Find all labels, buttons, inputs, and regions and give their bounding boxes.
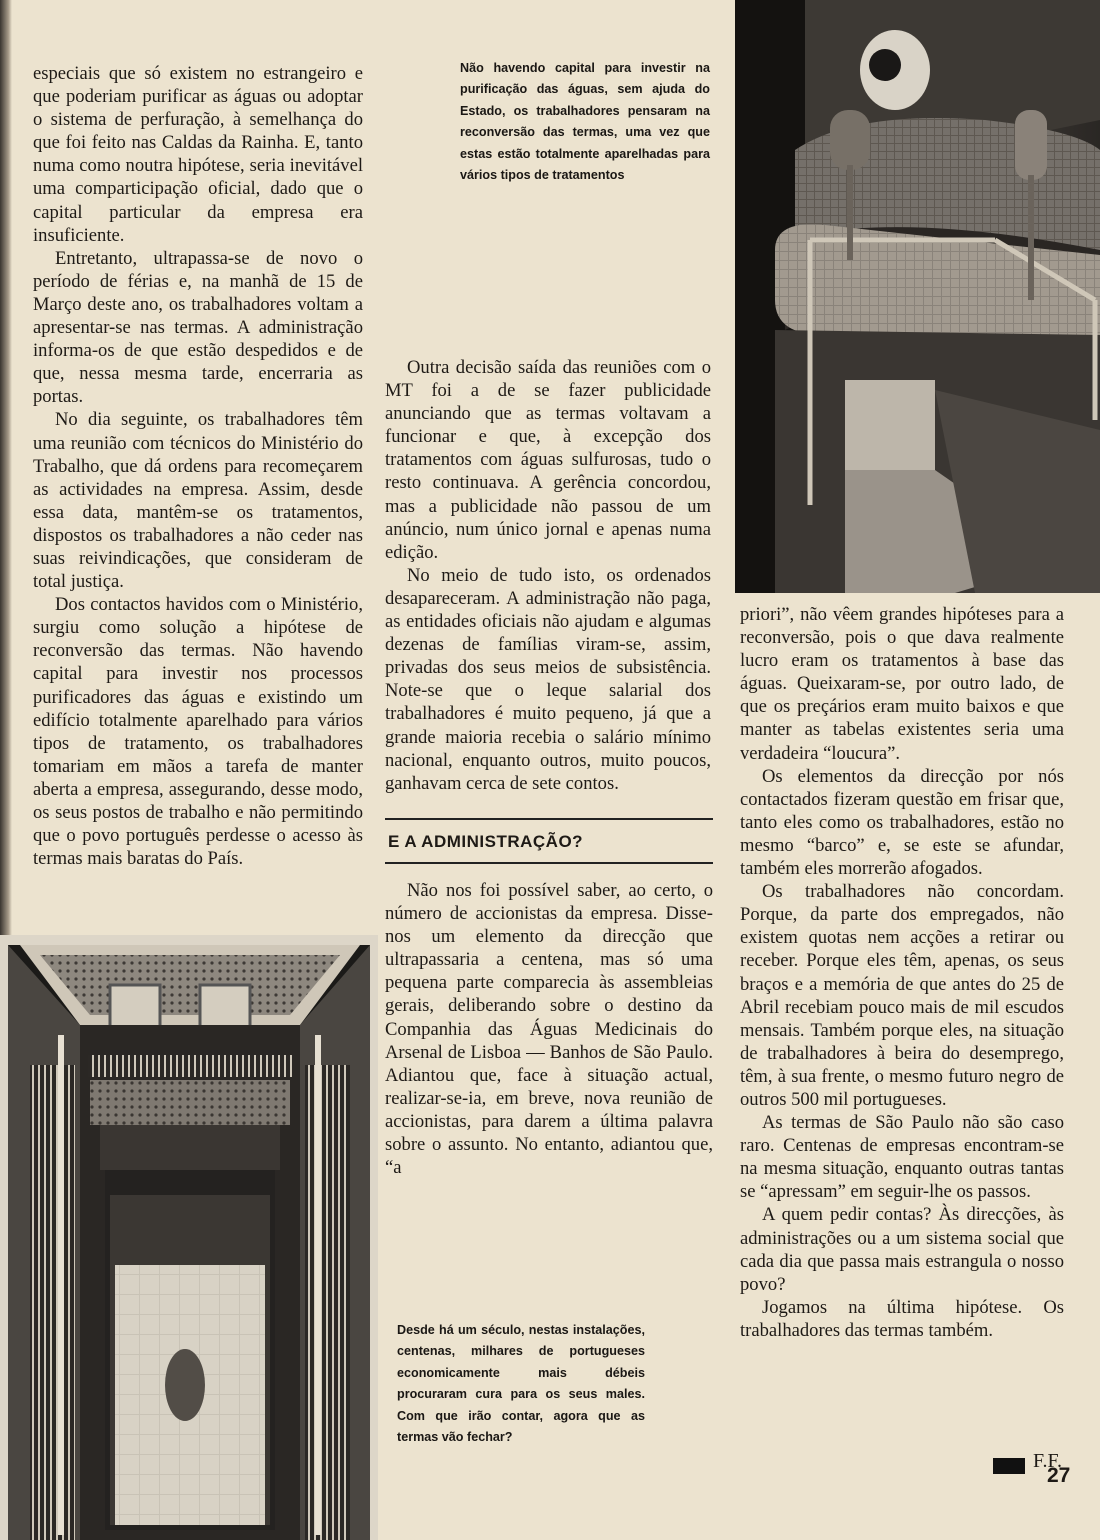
photo-bath-illustration	[735, 0, 1100, 593]
footer	[993, 1450, 1083, 1490]
photo-treatment-bath	[735, 0, 1100, 593]
paragraph: Jogamos na última hipótese. Os trabalhadores das termas também.	[740, 1296, 1064, 1341]
footer-initials: F.F.	[1033, 1450, 1063, 1472]
photo-caption-bottom: Desde há um século, nestas instalações, centenas, milhares de portugueses economicamente mais débeis procuraram cura para os seus males. Com que irão contar, agora que as termas vão fechar?	[397, 1323, 645, 1445]
paragraph: Outra decisão saída das reuniões com o MT foi a de se fazer publicidade anunciando que as termas voltavam a funcionar e que, à excepção dos tratamentos com águas sulfurosas, tudo o resto continuava. A gerência concordou, mas a publicidade não passou de um anúncio, num único jornal e apenas numa edição.	[385, 357, 711, 563]
section-heading: E A ADMINISTRAÇÃO?	[388, 832, 584, 851]
paragraph: Os elementos da direcção por nós contactados fizeram questão em frisar que, tanto eles como os trabalhadores, estão no mesmo “barco” e, se este se afundar, também eles morrerão afogados.	[740, 765, 1064, 880]
paragraph: Entretanto, ultrapassa-se de novo o período de férias e, na manhã de 15 de Março deste ano, os trabalhadores voltam a apresentar-se nas termas. A administração informa-os de que estão despedidos e de que, nessa mesma tarde, encerraria as portas.	[33, 247, 363, 408]
paragraph: Os trabalhadores não concordam. Porque, da parte dos empregados, não existem quotas nem acções a retirar ou receber. Porque eles têm, apenas, os seus braços e a memória de que antes do 25 de Abril recebiam pouco mais de mil escudos mensais. Também porque eles, na situação de trabalhadores à beira do desemprego, têm, à sua frente, o mesmo futuro negro de outros 500 mil portugueses.	[740, 881, 1064, 1110]
article-column-2-bottom	[385, 879, 713, 1179]
paragraph: Dos contactos havidos com o Ministério, surgiu como solução a hipótese de reconversão das termas. Não havendo capital para investir nos processos purificadores das águas e existindo um edifício totalmente aparelhado para vários tipos de tratamento, os trabalhadores tomariam em mãos a tarefa de manter aberta a empresa, assegurando, desse modo, os seus postos de trabalho e não permitindo que o povo português perdesse o acesso às termas mais baratas do País.	[33, 594, 363, 870]
photo-courtyard-illustration	[0, 935, 378, 1540]
article-column-2-top	[385, 356, 711, 795]
section-rule-bottom	[385, 862, 713, 864]
paragraph: priori”, não vêem grandes hipóteses para a reconversão, pois o que dava realmente lucro eram os tratamentos à base das águas. Queixaram-se, por outro lado, de que os preçários eram muito baixos e que manter as tabelas existentes seria uma verdadeira “loucura”.	[740, 604, 1064, 764]
article-column-1	[33, 62, 363, 870]
paragraph: especiais que só existem no estrangeiro e que poderiam purificar as águas ou adoptar o sistema de perfuração, à semelhança do que foi feito nas Caldas da Rainha. E, tanto numa como noutra hipótese, seria inevitável uma comparticipação oficial, dado que o capital particular da empresa era insuficiente.	[33, 63, 363, 246]
photo-caption-top: Não havendo capital para investir na purificação das águas, sem ajuda do Estado, os trabalhadores pensaram na reconversão das termas, uma vez que estas estão totalmente aparelhadas para vários tipos de tratamentos	[460, 61, 710, 183]
paragraph: As termas de São Paulo não são caso raro. Centenas de empresas encontram-se na mesma situação, enquanto outras tantas se “apressam” em seguir-lhe os passos.	[740, 1112, 1064, 1203]
section-rule-top	[385, 818, 713, 820]
photo-courtyard	[0, 935, 378, 1540]
footer-block-icon	[993, 1458, 1025, 1474]
article-column-3	[740, 603, 1064, 1342]
paragraph: Não nos foi possível saber, ao certo, o número de accionistas da empresa. Disse-nos um elemento da direcção que ultrapassaria a centena, mas só uma pequena parte comparecia às assembleias gerais, deliberando sobre o destino da Companhia das Águas Medicinais do Arsenal de Lisboa — Banhos de São Paulo. Adiantou que, face à situação actual, realizar-se-ia, em breve, nova reunião de accionistas, para darem a última palavra sobre o assunto. No entanto, adiantou que, “a	[385, 880, 713, 1179]
paragraph: No dia seguinte, os trabalhadores têm uma reunião com técnicos do Ministério do Trabalho, que dá ordens para recomeçarem as actividades na empresa. Assim, desde essa data, mantêm-se os tratamentos, dispostos os trabalhadores a não ceder nas suas reivindicações, que consideram de total justiça.	[33, 409, 363, 593]
page-number: 27	[1047, 1464, 1071, 1487]
paragraph: No meio de tudo isto, os ordenados desapareceram. A administração não paga, as entidades oficiais não ajudam e algumas dezenas de famílias viram-se, assim, privadas dos seus meios de subsistência. Note-se que o leque salarial dos trabalhadores é muito pequeno, já que a grande maioria recebia o salário mínimo nacional, enquanto outros, muito poucos, ganhavam cerca de sete contos.	[385, 564, 711, 794]
page-binding-shadow	[0, 0, 12, 940]
paragraph: A quem pedir contas? Às direcções, às administrações ou a um sistema social que cada dia que passa mais estrangula o nosso povo?	[740, 1204, 1064, 1295]
